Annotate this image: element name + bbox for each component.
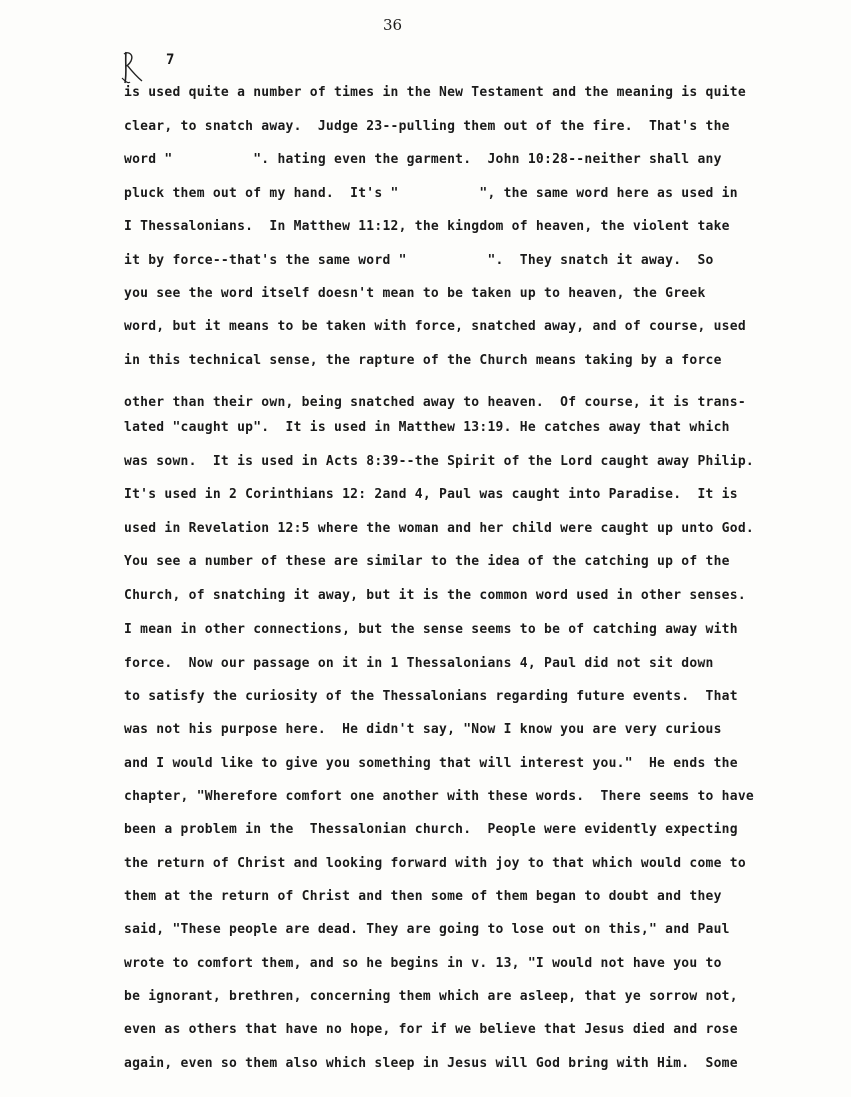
text-line: used in Revelation 12:5 where the woman and her child were caught up unto God. [124,521,754,536]
text-line: in this technical sense, the rapture of the Church means taking by a force [124,353,722,368]
text-line: was sown. It is used in Acts 8:39--the Spirit of the Lord caught away Philip. [124,454,754,469]
page-number: 36 [383,16,403,34]
text-line: and I would like to give you something that will interest you." He ends the [124,756,738,771]
text-line: be ignorant, brethren, concerning them which are asleep, that ye sorrow not, [124,989,738,1004]
section-number: 7 [166,52,175,68]
text-line: Church, of snatching it away, but it is the common word used in other senses. [124,588,746,603]
text-line: I Thessalonians. In Matthew 11:12, the kingdom of heaven, the violent take [124,219,730,234]
text-line: It's used in 2 Corinthians 12: 2and 4, Paul was caught into Paradise. It is [124,487,738,502]
text-line: again, even so them also which sleep in Jesus will God bring with Him. Some [124,1056,738,1071]
text-line: pluck them out of my hand. It's " ", the same word here as used in [124,186,738,201]
text-line: you see the word itself doesn't mean to be taken up to heaven, the Greek [124,286,706,301]
text-line: word, but it means to be taken with force, snatched away, and of course, used [124,319,746,334]
text-line: You see a number of these are similar to the idea of the catching up of the [124,554,730,569]
text-line: is used quite a number of times in the New Testament and the meaning is quite [124,85,746,100]
text-line: clear, to snatch away. Judge 23--pulling them out of the fire. That's the [124,119,730,134]
text-line: wrote to comfort them, and so he begins in v. 13, "I would not have you to [124,956,722,971]
text-line: force. Now our passage on it in 1 Thessalonians 4, Paul did not sit down [124,656,714,671]
text-line: the return of Christ and looking forward with joy to that which would come to [124,856,746,871]
text-line: chapter, "Wherefore comfort one another with these words. There seems to have [124,789,754,804]
text-line: word " ". hating even the garment. John 10:28--neither shall any [124,152,722,167]
handwritten-r-icon [118,48,148,86]
text-line: been a problem in the Thessalonian church. People were evidently expecting [124,822,738,837]
text-line: said, "These people are dead. They are going to lose out on this," and Paul [124,922,730,937]
text-line: even as others that have no hope, for if we believe that Jesus died and rose [124,1022,738,1037]
text-line: lated "caught up". It is used in Matthew 13:19. He catches away that which [124,420,730,435]
text-line: them at the return of Christ and then some of them began to doubt and they [124,889,722,904]
text-line: to satisfy the curiosity of the Thessalonians regarding future events. That [124,689,738,704]
text-line: I mean in other connections, but the sense seems to be of catching away with [124,622,738,637]
text-line: it by force--that's the same word " ". They snatch it away. So [124,253,714,268]
text-line: was not his purpose here. He didn't say, "Now I know you are very curious [124,722,722,737]
text-line: other than their own, being snatched away to heaven. Of course, it is trans- [124,395,746,410]
